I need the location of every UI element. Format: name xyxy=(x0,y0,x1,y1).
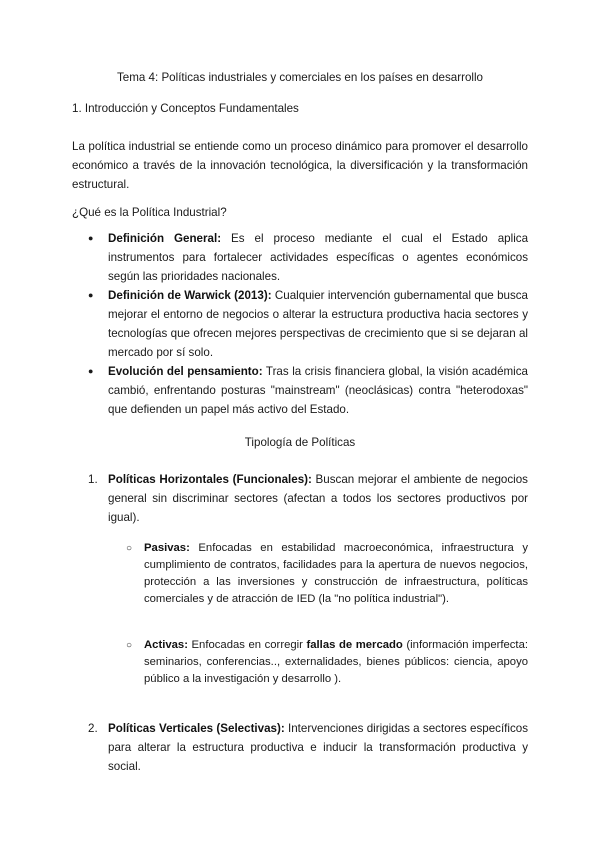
numbered-text: Buscan mejorar el ambiente de negocios general sin discriminar sectores (afectan a todos los sectores productivos por igual). xyxy=(108,473,528,524)
item-number: 1. xyxy=(88,473,98,486)
sub-term: Activas: xyxy=(144,639,188,651)
bullet-icon: ● xyxy=(88,366,94,376)
question-heading: ¿Qué es la Política Industrial? xyxy=(72,206,227,219)
sub-item-text xyxy=(144,637,528,688)
numbered-item-text xyxy=(108,470,528,527)
document-title: Tema 4: Políticas industriales y comerciales en los países en desarrollo xyxy=(116,71,484,84)
bullet-term: Definición de Warwick (2013): xyxy=(108,289,272,302)
bullet-icon: ● xyxy=(88,290,94,300)
list-item xyxy=(88,286,529,362)
intro-paragraph: La política industrial se entiende como un proceso dinámico para promover el desarrollo económico a través de la innovación tecnológica, la diversificación y la transformación estructural. xyxy=(72,140,528,191)
bullet-term: Definición General: xyxy=(108,232,222,245)
list-item xyxy=(88,362,528,419)
bullet-text: Cualquier intervención gubernamental que busca mejorar el entorno de negocios o alterar la estructura productiva hacia sectores y tecnologías que ofrecen mejores perspectivas de crecimiento que si se dejaran al mercado por sí solo. xyxy=(108,289,529,359)
sub-bold-phrase: fallas de mercado xyxy=(306,639,403,651)
definition-list xyxy=(88,229,529,419)
bullet-text: Tras la crisis financiera global, la visión académica cambió, enfrentando posturas "mainstream" (neoclásicas) contra "heterodoxas" que defienden un papel más activo del Estado. xyxy=(108,365,528,416)
numbered-term: Políticas Verticales (Selectivas): xyxy=(108,722,285,735)
numbered-term: Políticas Horizontales (Funcionales): xyxy=(108,473,312,486)
sub-term: Pasivas: xyxy=(144,542,190,554)
numbered-item-text xyxy=(108,719,528,776)
circle-bullet-icon: ○ xyxy=(126,543,133,554)
item-number: 2. xyxy=(88,722,98,735)
sub-text: Enfocadas en corregir xyxy=(187,639,307,651)
section-heading: 1. Introducción y Conceptos Fundamentales xyxy=(72,102,299,115)
sub-text: (información imperfecta: seminarios, conferencias.., externalidades, bienes públicos: ciencia, apoyo público a la investigación y desarrollo ). xyxy=(144,639,528,685)
list-item xyxy=(88,229,529,286)
circle-bullet-icon: ○ xyxy=(126,640,133,651)
bullet-text: Es el proceso mediante el cual el Estado aplica instrumentos para fortalecer actividades específicas o agentes económicos según las prioridades nacionales. xyxy=(108,232,529,283)
bullet-term: Evolución del pensamiento: xyxy=(108,365,263,378)
bullet-icon: ● xyxy=(88,233,94,243)
typology-heading: Tipología de Políticas xyxy=(244,436,356,449)
sub-text: Enfocadas en estabilidad macroeconómica, infraestructura y cumplimiento de contratos, facilidades para la apertura de nuevos negocios, protección a las inversiones y construcción de infraestructura, políticas comerciales y de atracción de IED (la "no política industrial"). xyxy=(144,542,528,605)
sub-item-text xyxy=(144,540,528,608)
numbered-text: Intervenciones dirigidas a sectores específicos para alterar la estructura productiva e inducir la transformación productiva y social. xyxy=(108,722,529,773)
